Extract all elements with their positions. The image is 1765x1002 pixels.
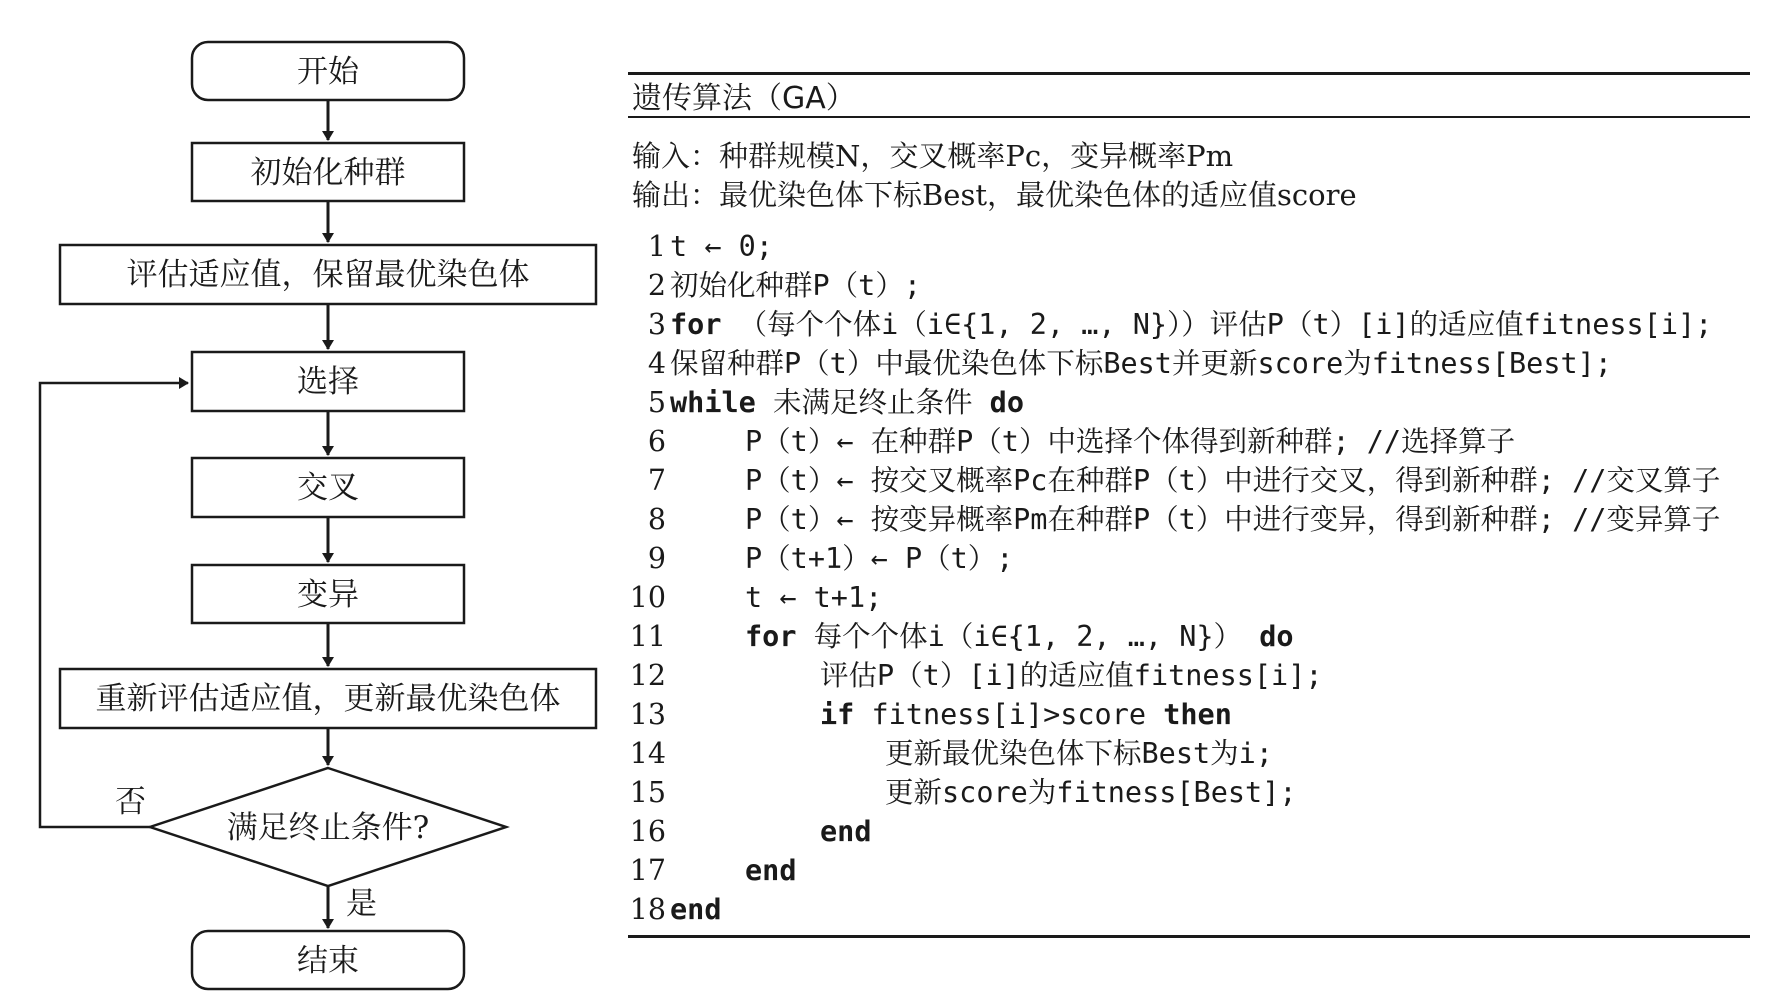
code-lines [628, 227, 1750, 929]
line-code [885, 734, 1273, 773]
line-code [670, 890, 721, 929]
algorithm-input: 输入：种群规模N，交叉概率Pc，变异概率Pm [632, 139, 1234, 173]
algorithm-output: 输出：最优染色体下标Best，最优染色体的适应值score [632, 178, 1357, 212]
keyword: end [820, 815, 872, 848]
condition-label: 满足终止条件? [226, 810, 430, 846]
line-code [670, 305, 1712, 344]
line-code [745, 500, 1720, 539]
code-line [628, 500, 1750, 539]
line-text: P（t+1）← P（t）; [745, 542, 1014, 575]
reevaluate-node [60, 669, 596, 728]
line-number: 2 [647, 269, 666, 302]
flowchart [0, 0, 620, 1002]
end-label: 结束 [297, 943, 359, 979]
reevaluate-label: 重新评估适应值，更新最优染色体 [95, 681, 561, 717]
code-line [628, 422, 1750, 461]
line-text: 每个个体i（i∈{1, 2, …, N}） [813, 620, 1243, 653]
mutation-label: 变异 [297, 577, 359, 613]
code-line [628, 266, 1750, 305]
line-number: 1 [647, 230, 666, 263]
line-number: 16 [629, 815, 666, 848]
keyword: for [745, 620, 797, 653]
keyword: do [989, 386, 1024, 419]
line-text: fitness[i]>score [871, 698, 1147, 731]
line-number: 7 [647, 464, 666, 497]
algorithm-title: 遗传算法（GA） [632, 81, 856, 116]
keyword: then [1163, 698, 1232, 731]
keyword: while [670, 386, 756, 419]
start-node [192, 42, 464, 100]
condition-node [150, 768, 506, 886]
code-line [628, 656, 1750, 695]
code-line [628, 890, 1750, 929]
line-code [745, 422, 1515, 461]
select-label: 选择 [297, 364, 359, 400]
line-text: 保留种群P（t）中最优染色体下标Best并更新score为fitness[Best]; [670, 347, 1612, 380]
bottom-rule [628, 935, 1750, 938]
keyword: end [670, 893, 722, 926]
line-number: 5 [647, 386, 666, 419]
code-line [628, 695, 1750, 734]
code-line [628, 344, 1750, 383]
code-line [628, 305, 1750, 344]
line-text: （每个个体i（i∈{1, 2, …, N}））评估P（t）[i]的适应值fitness[i]; [738, 308, 1713, 341]
line-code [745, 461, 1720, 500]
crossover-node [192, 458, 464, 517]
keyword: if [820, 698, 855, 731]
line-code [670, 383, 1024, 422]
code-line [628, 773, 1750, 812]
line-number: 17 [629, 854, 666, 887]
line-text: 初始化种群P（t）; [670, 269, 921, 302]
line-number: 12 [629, 659, 666, 692]
line-text: 更新最优染色体下标Best为i; [885, 737, 1273, 770]
keyword: end [745, 854, 797, 887]
line-text: P（t）← 在种群P（t）中选择个体得到新种群; //选择算子 [745, 425, 1516, 458]
line-code [670, 344, 1612, 383]
select-node [192, 352, 464, 411]
line-number: 15 [629, 776, 666, 809]
line-text: t ← 0; [670, 230, 773, 263]
line-number: 13 [629, 698, 666, 731]
line-text: 未满足终止条件 [772, 386, 973, 419]
title-rule [628, 116, 1750, 118]
line-number: 14 [629, 737, 666, 770]
line-number: 8 [647, 503, 666, 536]
line-code [885, 773, 1297, 812]
code-line [628, 812, 1750, 851]
line-code [670, 266, 921, 305]
evaluate-label: 评估适应值，保留最优染色体 [126, 257, 530, 293]
evaluate-node [60, 245, 596, 304]
line-number: 3 [647, 308, 666, 341]
line-code [820, 695, 1232, 734]
line-text: P（t）← 按变异概率Pm在种群P（t）中进行变异，得到新种群; //变异算子 [745, 503, 1721, 536]
line-code [745, 539, 1013, 578]
crossover-label: 交叉 [297, 470, 359, 506]
top-rule [628, 72, 1750, 75]
line-code [745, 578, 882, 617]
line-number: 10 [629, 581, 666, 614]
code-line [628, 539, 1750, 578]
line-number: 11 [629, 620, 666, 653]
line-code [670, 227, 773, 266]
code-line [628, 461, 1750, 500]
code-line [628, 617, 1750, 656]
code-line [628, 383, 1750, 422]
line-text: t ← t+1; [745, 581, 883, 614]
line-text: 评估P（t）[i]的适应值fitness[i]; [820, 659, 1323, 692]
init-node [192, 143, 464, 201]
code-line [628, 227, 1750, 266]
code-line [628, 734, 1750, 773]
init-label: 初始化种群 [250, 155, 406, 191]
mutation-node [192, 565, 464, 623]
line-code [745, 851, 796, 890]
code-line [628, 578, 1750, 617]
end-node [192, 931, 464, 989]
line-text: P（t）← 按交叉概率Pc在种群P（t）中进行交叉，得到新种群; //交叉算子 [745, 464, 1721, 497]
line-code [820, 656, 1323, 695]
line-number: 6 [647, 425, 666, 458]
line-code [820, 812, 871, 851]
line-number: 9 [647, 542, 666, 575]
start-label: 开始 [297, 54, 359, 90]
code-line [628, 851, 1750, 890]
line-text: 更新score为fitness[Best]; [885, 776, 1297, 809]
yes-label: 是 [346, 886, 377, 922]
keyword: for [670, 308, 722, 341]
no-label: 否 [115, 784, 146, 820]
line-code [745, 617, 1294, 656]
line-number: 4 [647, 347, 666, 380]
keyword: do [1259, 620, 1294, 653]
arrow-no-loop [40, 383, 188, 827]
line-number: 18 [629, 893, 666, 926]
